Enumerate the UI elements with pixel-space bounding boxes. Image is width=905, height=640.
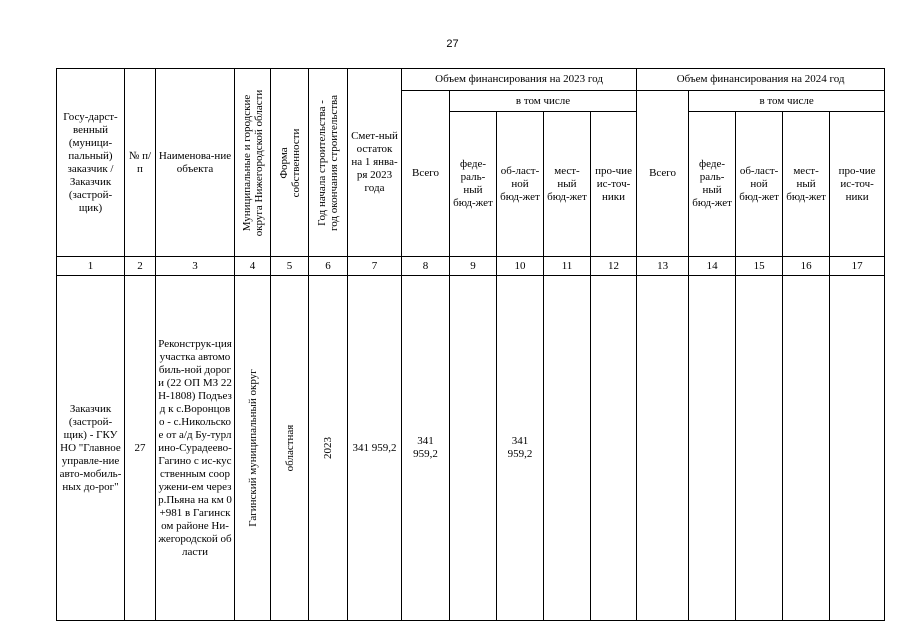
row-regional-2024: [736, 276, 783, 621]
col-num: 12: [591, 257, 637, 276]
header-balance: Смет-ный остаток на 1 янва-ря 2023 года: [348, 69, 402, 257]
header-federal-2024: феде-раль-ный бюд-жет: [689, 112, 736, 257]
page-number: 27: [446, 38, 459, 50]
row-balance: 341 959,2: [348, 276, 402, 621]
col-num: 5: [271, 257, 309, 276]
row-total-2023: 341 959,2: [402, 276, 450, 621]
col-num: 2: [125, 257, 156, 276]
col-num: 4: [235, 257, 271, 276]
row-ownership-cell: [271, 276, 309, 621]
col-num: 15: [736, 257, 783, 276]
row-object-name: Реконструк-ция участка автомобиль-ной дороги (22 ОП МЗ 22Н-1808) Подъезд к с.Воронцово - с.Никольско е от а/д Бу-турлино-Сурадеево-Гагино с ис-кусственным сооружени-ем через р.Пьяна на км 0+981 в Гагинском районе Ни-жегородской области: [156, 276, 235, 621]
row-other-2024: [830, 276, 885, 621]
header-municipality-line1: Муниципальные и городские: [240, 94, 253, 231]
col-num: 13: [637, 257, 689, 276]
header-other-2024: про-чие ис-точ-ники: [830, 112, 885, 257]
header-regional-2024: об-ласт-ной бюд-жет: [736, 112, 783, 257]
header-including-2024: в том числе: [689, 91, 885, 112]
header-fin-2024: Объем финансирования на 2024 год: [637, 69, 885, 91]
row-customer: Заказчик (застрой-щик) - ГКУ НО "Главное управле-ние авто-мобиль-ных до-рог": [57, 276, 125, 621]
row-municipality: Гагинский муниципальный округ: [246, 369, 259, 527]
header-years: [309, 69, 348, 257]
col-num: 17: [830, 257, 885, 276]
col-num: 10: [497, 257, 544, 276]
col-num: 1: [57, 257, 125, 276]
col-num: 7: [348, 257, 402, 276]
row-regional-2023: 341 959,2: [497, 276, 544, 621]
row-municipality-cell: [235, 276, 271, 621]
header-fin-2023: Объем финансирования на 2023 год: [402, 69, 637, 91]
col-num: 8: [402, 257, 450, 276]
col-num: 9: [450, 257, 497, 276]
header-ownership-line1: Форма: [277, 146, 290, 179]
col-num: 11: [544, 257, 591, 276]
row-federal-2024: [689, 276, 736, 621]
col-num: 3: [156, 257, 235, 276]
row-num: 27: [125, 276, 156, 621]
header-regional-2023: об-ласт-ной бюд-жет: [497, 112, 544, 257]
column-number-row: [57, 257, 885, 276]
header-years-line1: Год начала строительства -: [316, 99, 328, 226]
row-years: 2023: [322, 437, 334, 459]
col-num: 14: [689, 257, 736, 276]
row-local-2023: [544, 276, 591, 621]
header-including-2023: в том числе: [450, 91, 637, 112]
header-federal-2023: феде-раль-ный бюд-жет: [450, 112, 497, 257]
header-name: Наименова-ние объекта: [156, 69, 235, 257]
header-local-2023: мест-ный бюд-жет: [544, 112, 591, 257]
header-ownership-line2: собственности: [289, 128, 302, 197]
row-years-cell: [309, 276, 348, 621]
header-municipality-line2: округа Нижегородской области: [252, 89, 265, 236]
header-total-2024: Всего: [637, 91, 689, 257]
header-customer: Госу-дарст-венный (муници-пальный) заказчик / Заказчик (застрой-щик): [57, 69, 125, 257]
financing-table: [56, 68, 885, 621]
header-total-2023: Всего: [402, 91, 450, 257]
header-municipality: [235, 69, 271, 257]
header-local-2024: мест-ный бюд-жет: [783, 112, 830, 257]
header-years-line2: год окончания строительства: [328, 94, 340, 231]
row-ownership: областная: [283, 424, 296, 472]
header-other-2023: про-чие ис-точ-ники: [591, 112, 637, 257]
col-num: 6: [309, 257, 348, 276]
row-federal-2023: [450, 276, 497, 621]
col-num: 16: [783, 257, 830, 276]
row-other-2023: [591, 276, 637, 621]
header-num: № п/п: [125, 69, 156, 257]
row-total-2024: [637, 276, 689, 621]
row-local-2024: [783, 276, 830, 621]
table-row: [57, 276, 885, 621]
header-ownership: [271, 69, 309, 257]
